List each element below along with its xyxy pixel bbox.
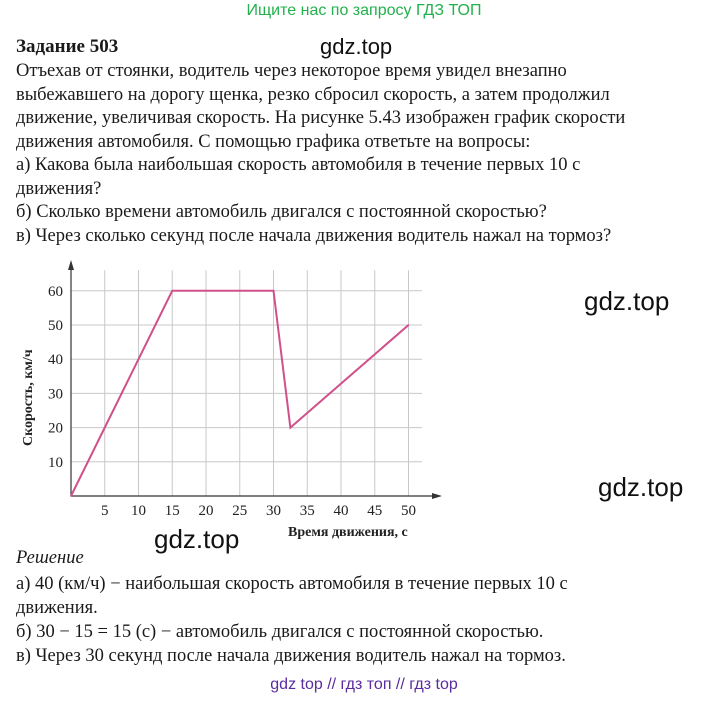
x-axis-arrow: [432, 493, 442, 499]
y-axis-arrow: [68, 260, 74, 270]
x-tick-label: 10: [131, 503, 146, 519]
y-tick-label: 30: [48, 386, 63, 403]
x-tick-label: 40: [333, 503, 349, 519]
data-point: [408, 324, 410, 326]
task-line: Отъехав от стоянки, водитель через некоторое время увидел внезапно: [16, 61, 567, 81]
solution-line: движения.: [16, 598, 98, 618]
x-tick-label: 15: [164, 503, 180, 519]
x-tick-label: 50: [401, 503, 416, 519]
y-tick-label: 50: [48, 318, 63, 334]
data-point: [70, 495, 72, 497]
task-line: б) Сколько времени автомобиль двигался с постоянной скоростью?: [16, 202, 547, 222]
x-tick-label: 30: [266, 503, 281, 519]
y-tick-label: 40: [48, 352, 63, 369]
y-tick-label: 60: [48, 283, 63, 300]
x-axis-label: Время движения, с: [288, 525, 408, 540]
watermark: gdz.top: [598, 472, 684, 502]
watermark: gdz.top: [154, 524, 240, 554]
y-tick-label: 20: [48, 420, 63, 437]
solution-line: б) 30 − 15 = 15 (с) − автомобиль двигался с постоянной скоростью.: [16, 622, 544, 642]
task-line: движение, увеличивая скорость. На рисунке 5.43 изображен график скорости: [16, 108, 626, 128]
chart-ticks: [48, 284, 416, 519]
task-line: а) Какова была наибольшая скорость автомобиля в течение первых 10 с: [16, 155, 581, 175]
task-line: выбежавшего на дорогу щенка, резко сбросил скорость, а затем продолжил: [16, 84, 610, 105]
chart-grid: [71, 270, 422, 496]
x-tick-label: 20: [198, 503, 214, 519]
x-tick-label: 25: [232, 503, 248, 519]
solution-title: Решение: [16, 548, 84, 568]
solution-line: в) Через 30 секунд после начала движения водитель нажал на тормоз.: [16, 646, 566, 666]
task-line: в) Через сколько секунд после начала движения водитель нажал на тормоз?: [16, 225, 612, 246]
footer-links[interactable]: gdz top // гдз топ // гдз top: [270, 676, 458, 693]
x-tick-label: 35: [299, 503, 315, 519]
solution-text: [16, 572, 568, 668]
task-line: движения?: [16, 178, 102, 199]
data-point: [171, 290, 173, 292]
data-point: [290, 427, 292, 429]
data-point: [273, 290, 275, 292]
watermark: gdz.top: [584, 286, 670, 316]
speed-chart: [14, 256, 454, 546]
chart-axes: [68, 260, 442, 499]
watermark: gdz.top: [320, 34, 393, 59]
task-line: движения автомобиля. С помощью графика ответьте на вопросы:: [16, 131, 531, 152]
x-tick-label: 45: [367, 503, 383, 519]
x-tick-label: 5: [101, 503, 109, 519]
search-hint-link[interactable]: Ищите нас по запросу ГДЗ ТОП: [246, 2, 482, 19]
task-title: Задание 503: [16, 36, 119, 57]
solution-line: а) 40 (км/ч) − наибольшая скорость автомобиля в течение первых 10 с: [16, 574, 568, 594]
y-tick-label: 10: [48, 454, 63, 471]
y-axis-label: Скорость, км/ч: [21, 349, 36, 446]
task-text: [16, 60, 722, 248]
